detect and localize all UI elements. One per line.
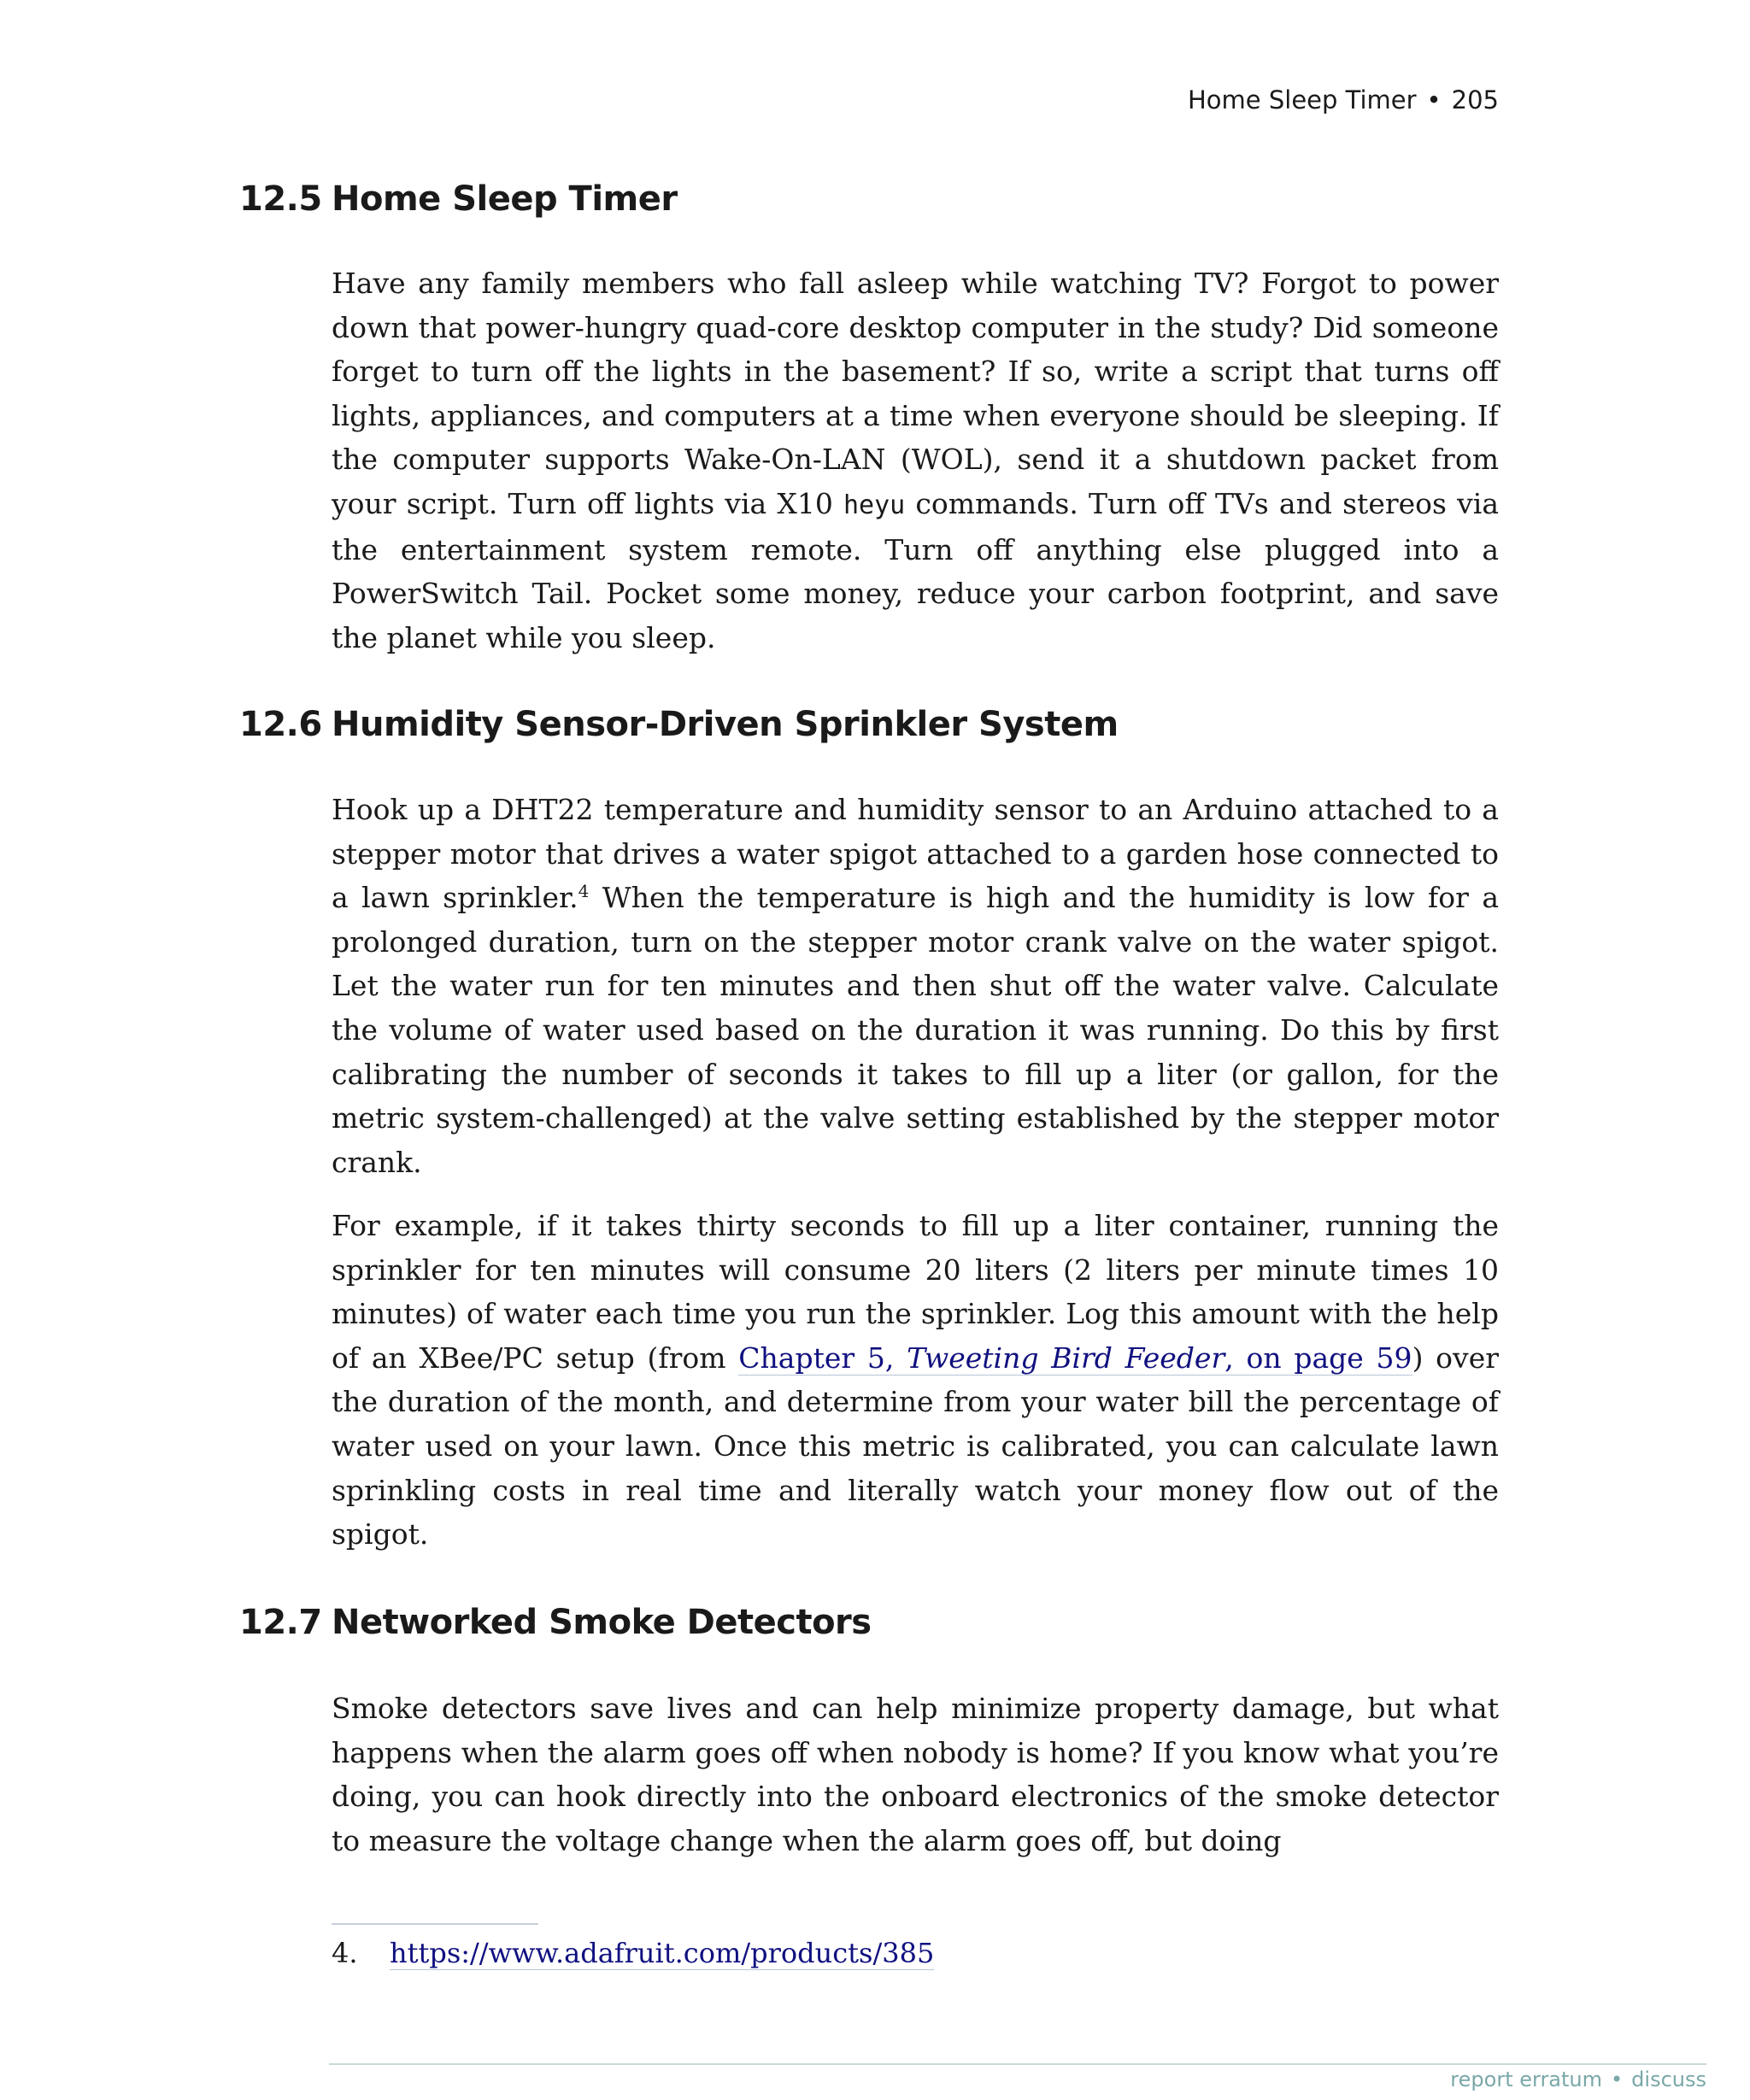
paragraph-text: Have any family members who fall asleep while watching TV? Forgot to power down that power-hungry quad-core desktop computer in the study? Did someone forget to turn off the lights in the basement? If so, write a script that turns off lights, appliances, and computers at a time when everyone should be sleeping. If the computer supports Wake-On-LAN (WOL), send it a shutdown packet from your script. Turn off lights via X10 bbox=[332, 267, 1499, 520]
footnote-url-link[interactable]: https://www.adafruit.com/products/385 bbox=[390, 1937, 935, 1969]
section-heading-12-5 bbox=[239, 179, 678, 219]
running-header-title: Home Sleep Timer bbox=[1188, 85, 1417, 114]
footnote-number: 4. bbox=[332, 1937, 358, 1969]
section-number: 12.5 bbox=[239, 179, 322, 219]
paragraph-text: commands. Turn off TVs and stereos via the entertainment system remote. Turn off anything else plugged into a PowerSwitch Tail. Pocket some money, reduce your carbon footprint, and save the planet while you sleep. bbox=[332, 486, 1499, 654]
running-header bbox=[1188, 85, 1499, 114]
link-prefix: Chapter 5, bbox=[738, 1340, 907, 1375]
footer-links bbox=[1450, 2068, 1706, 2091]
paragraph-text: Smoke detectors save lives and can help minimize property damage, but what happens when the alarm goes off when nobody is home? If you know what you’re doing, you can hook directly into the onboard electronics of the smoke detector to measure the voltage change when the alarm goes off, but doing bbox=[332, 1692, 1499, 1857]
paragraph-text: Hook up a DHT22 temperature and humidity sensor to an Arduino attached to a stepper motor that drives a water spigot attached to a garden hose connected to a lawn sprinkler. bbox=[332, 793, 1499, 915]
paragraph-home-sleep-timer bbox=[332, 261, 1499, 660]
inline-code-heyu: heyu bbox=[843, 490, 906, 520]
page-number: 205 bbox=[1451, 85, 1499, 114]
footnote-reference-4[interactable]: 4 bbox=[578, 881, 590, 902]
section-heading-12-6 bbox=[239, 705, 1119, 744]
chapter-5-cross-reference-link[interactable] bbox=[738, 1341, 1412, 1376]
paragraph-sprinkler-1 bbox=[332, 788, 1499, 1184]
footnote-divider bbox=[332, 1923, 538, 1925]
section-heading-12-7 bbox=[239, 1603, 872, 1642]
paragraph-text: ) over the duration of the month, and determine from your water bill the percentage of water used on your lawn. Once this metric is calibrated, you can calculate lawn sprinkling costs in real time and literally watch your money flow out of the spigot. bbox=[332, 1340, 1500, 1552]
section-title: Humidity Sensor-Driven Sprinkler System bbox=[332, 705, 1119, 744]
section-number: 12.6 bbox=[239, 705, 322, 744]
link-title: Tweeting Bird Feeder bbox=[907, 1340, 1225, 1375]
paragraph-text: For example, if it takes thirty seconds to fill up a liter container, running the sprinkler for ten minutes will consume 20 liters (2 liters per minute times 10 minutes) of water each time you run the sprinkler. Log this amount with the help of an XBee/PC setup (from bbox=[332, 1209, 1499, 1375]
footer-divider bbox=[329, 2063, 1706, 2065]
report-erratum-link[interactable]: report erratum bbox=[1450, 2068, 1603, 2091]
paragraph-smoke-detectors bbox=[332, 1686, 1499, 1862]
footnote-4 bbox=[332, 1933, 934, 1974]
footer-separator: • bbox=[1611, 2068, 1624, 2091]
section-title: Home Sleep Timer bbox=[332, 179, 678, 219]
section-title: Networked Smoke Detectors bbox=[332, 1603, 872, 1642]
section-number: 12.7 bbox=[239, 1603, 322, 1642]
link-suffix: , on page 59 bbox=[1224, 1340, 1412, 1375]
running-header-bullet: • bbox=[1426, 85, 1442, 114]
paragraph-sprinkler-2 bbox=[332, 1204, 1499, 1557]
paragraph-text: When the temperature is high and the humidity is low for a prolonged duration, turn on the stepper motor crank valve on the water spigot. Let the water run for ten minutes and then shut off the water valve. Calculate the volume of water used based on the duration it was running. Do this by first calibrating the number of seconds it takes to fill up a liter (or gallon, for the metric system-challenged) at the valve setting established by the stepper motor crank. bbox=[332, 881, 1499, 1179]
discuss-link[interactable]: discuss bbox=[1631, 2068, 1706, 2091]
